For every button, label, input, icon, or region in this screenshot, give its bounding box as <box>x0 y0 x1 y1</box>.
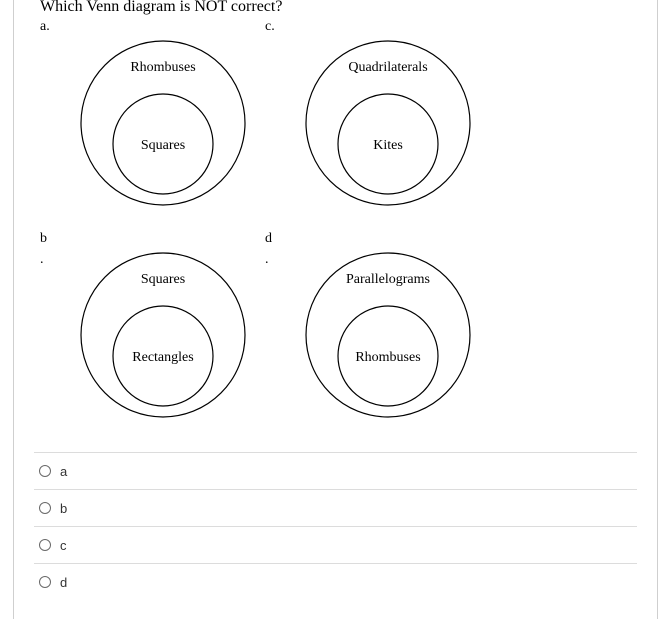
choice-a[interactable] <box>34 452 637 489</box>
panel-a-letter: a. <box>40 19 50 34</box>
panel-b-dot: . <box>40 252 44 267</box>
radio-button[interactable] <box>39 576 51 588</box>
outer-set-label: Quadrilaterals <box>348 60 428 75</box>
question-text: Which Venn diagram is NOT correct? <box>40 0 283 15</box>
radio-button[interactable] <box>39 465 51 477</box>
outer-set-label: Squares <box>140 272 186 287</box>
outer-set-label: Parallelograms <box>346 272 430 287</box>
inner-set-label: Squares <box>140 138 186 153</box>
panel-d-letter: d <box>265 231 272 246</box>
venn-diagram-d <box>305 252 473 420</box>
inner-set-label: Kites <box>373 138 403 153</box>
venn-diagram-c <box>305 40 473 208</box>
inner-set-label: Rhombuses <box>355 350 421 365</box>
panel-c-letter: c. <box>265 19 275 34</box>
outer-set-label: Rhombuses <box>130 60 196 75</box>
choice-d[interactable] <box>34 563 637 600</box>
choice-label: d <box>60 574 68 590</box>
venn-diagram-a <box>80 40 248 208</box>
radio-button[interactable] <box>39 502 51 514</box>
choice-label: b <box>60 500 68 516</box>
choice-label: a <box>60 463 68 479</box>
panel-b-letter: b <box>40 231 47 246</box>
answer-choices <box>34 452 637 600</box>
inner-set-label: Rectangles <box>132 350 194 365</box>
panel-d-dot: . <box>265 252 269 267</box>
choice-c[interactable] <box>34 526 637 563</box>
radio-button[interactable] <box>39 539 51 551</box>
choice-label: c <box>60 537 67 553</box>
choice-b[interactable] <box>34 489 637 526</box>
venn-diagram-b <box>80 252 248 420</box>
